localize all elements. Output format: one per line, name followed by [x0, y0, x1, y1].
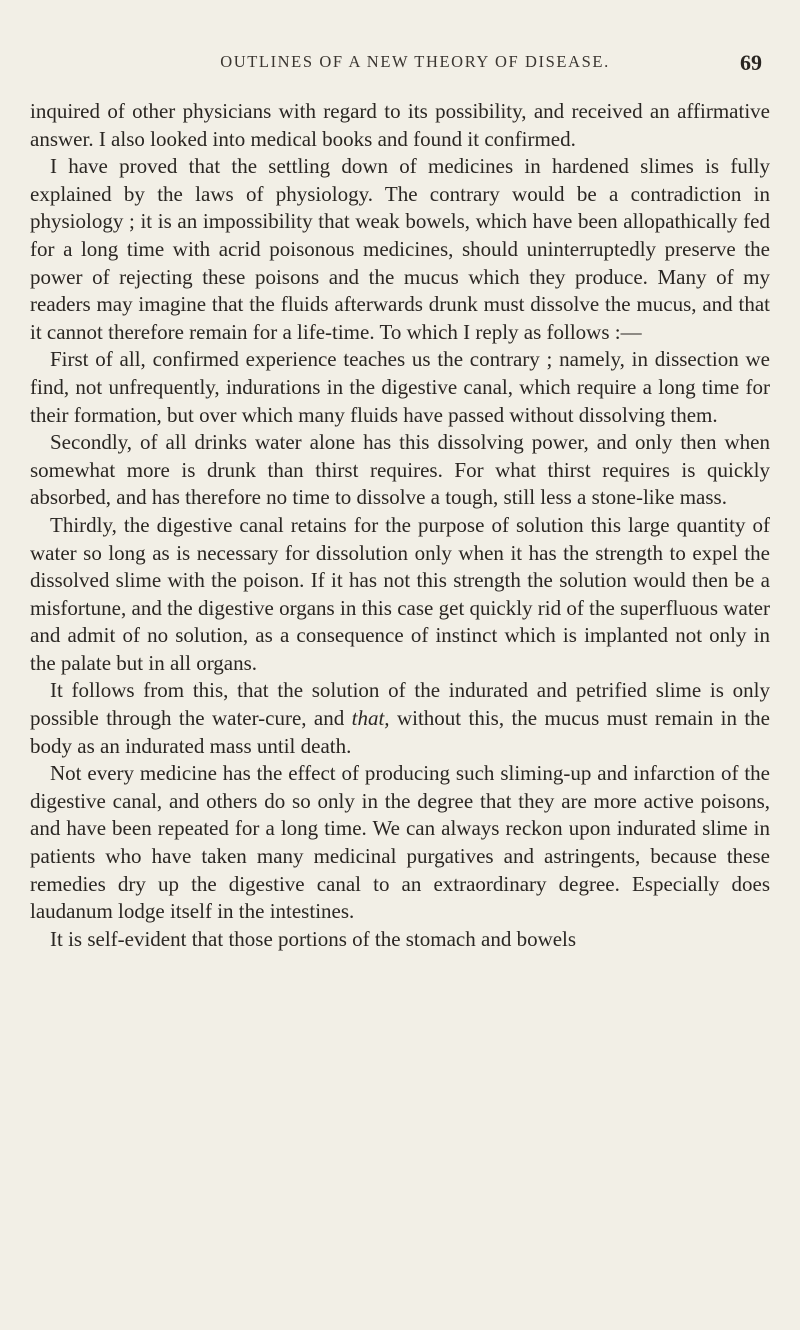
paragraph: It is self-evident that those portions of the stomach and bowels	[50, 926, 577, 951]
italic-emphasis: that,	[351, 706, 390, 731]
paragraph: inquired of other physicians with regard to its possibility, and received an affirmative answer. I also looked into medical books and found it confirmed.	[30, 99, 770, 151]
running-title: OUTLINES OF A NEW THEORY OF DISEASE.	[220, 52, 610, 71]
paragraph: Secondly, of all drinks water alone has this dissolving power, and only then when somewhat more is drunk than thirst requires. For what thirst requires is quickly absorbed, and has therefore no time to dissolve a tough, still less a stone-like mass.	[30, 430, 770, 510]
page-number: 69	[740, 50, 762, 75]
paragraph-text: It follows from this, that the solution of the indurated and petrified slime is only possible through the water-cure, and	[30, 678, 770, 731]
paragraph-text: without this, the mucus must remain in the body as an indurated mass until death.	[30, 706, 770, 758]
paragraph	[30, 677, 770, 760]
page-header	[60, 52, 770, 82]
paragraph: First of all, confirmed experience teaches us the contrary ; namely, in dissection we find, not unfrequently, indurations in the digestive canal, which require a long time for their formation, but over which many fluids have passed without dissolving them.	[30, 347, 770, 427]
paragraph: I have proved that the settling down of medicines in hardened slimes is fully explained by the laws of physiology. The contrary would be a contradiction in physiology ; it is an impossibility that weak bowels, which have been allopathically fed for a long time with acrid poisonous medicines, should uninterruptedly preserve the power of rejecting these poisons and the mucus which they produce. Many of my readers may imagine that the fluids afterwards drunk must dissolve the mucus, and that it cannot therefore remain for a life-time. To which I reply as follows :—	[30, 154, 770, 344]
paragraph: Not every medicine has the effect of producing such sliming-up and infarction of the digestive canal, and others do so only in the degree that they are more active poisons, and have been repeated for a long time. We can always reckon upon indurated slime in patients who have taken many medicinal purgatives and astringents, because these remedies dry up the digestive canal to an extraordinary degree. Especially does laudanum lodge itself in the intestines.	[30, 761, 770, 924]
body-text	[30, 98, 770, 953]
paragraph: Thirdly, the digestive canal retains for the purpose of solution this large quantity of water so long as is necessary for dissolution only when it has the strength to expel the dissolved slime with the poison. If it has not this strength the solution would then be a misfortune, and the digestive organs in this case get quickly rid of the superfluous water and admit of no solution, as a consequence of instinct which is implanted not only in the palate but in all organs.	[30, 512, 770, 675]
